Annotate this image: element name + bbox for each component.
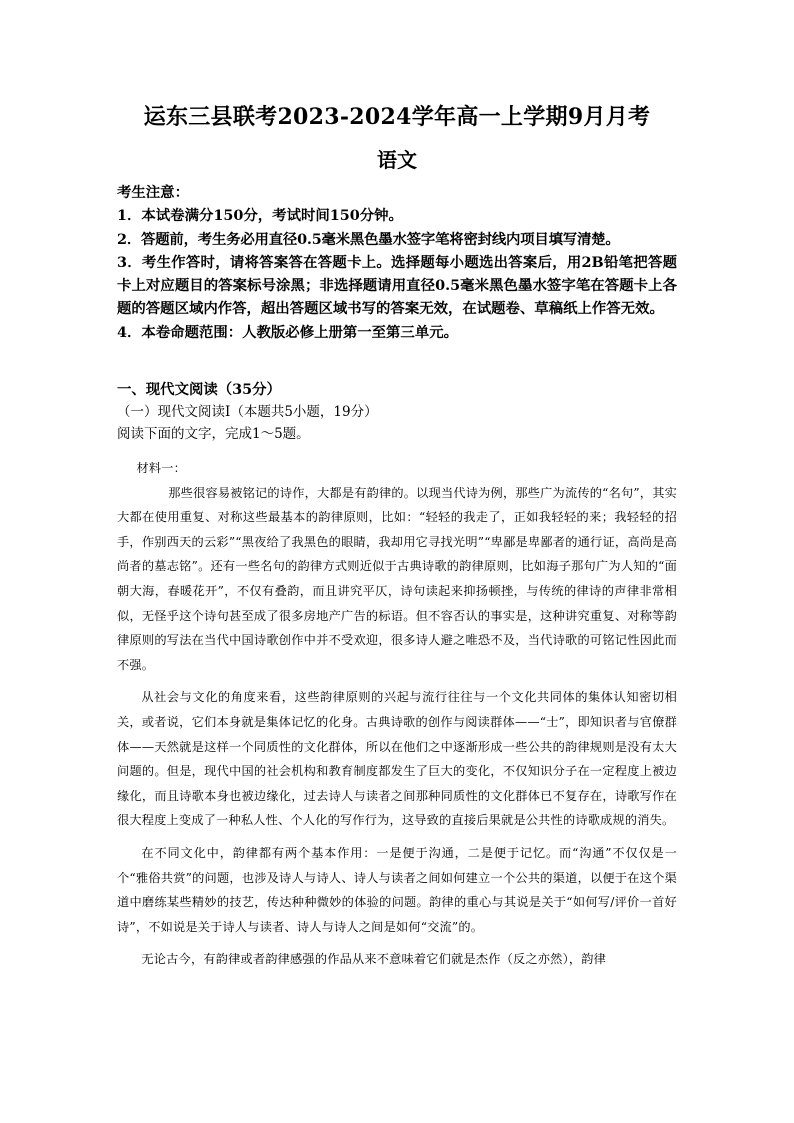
material-paragraph: 从社会与文化的角度来看，这些韵律原则的兴起与流行往往与一个文化共同体的集体认知密切相关，或者说，它们本身就是集体记忆的化身。古典诗歌的创作与阅读群体——“士”，即知识者与官僚群体——天然就是这样一个同质性的文化群体，所以在他们之中逐渐形成一些公共的韵律规则是没有太大问题的。但是，现代中国的社会机构和教育制度都发生了巨大的变化，不仅知识分子在一定程度上被边缘化，而且诗歌本身也被边缘化，过去诗人与读者之间那种同质性的文化群体已不复存在，诗歌写作在很大程度上变成了一种私人性、个人化的写作行为，这导致的直接后果就是公共性的诗歌成规的消失。 xyxy=(117,690,677,828)
reading-material xyxy=(117,456,677,972)
subject-title: 语文 xyxy=(377,148,417,172)
notice-item: 3．考生作答时，请将答案答在答题卡上。选择题每小题选出答案后，用2B铅笔把答题卡上对应题目的答案标号涂黑；非选择题请用直径0.5毫米黑色墨水签字笔在答题卡上各题的答题区域内作答，超出答题区域书写的答案无效，在试题卷、草稿纸上作答无效。 xyxy=(117,253,677,318)
notice-item: 2．答题前，考生务必用直径0.5毫米黑色墨水签字笔将密封线内项目填写清楚。 xyxy=(117,230,620,248)
notice-item: 4．本卷命题范围：人教版必修上册第一至第三单元。 xyxy=(117,323,458,341)
section-subheading: （一）现代文阅读Ⅰ（本题共5小题，19分） xyxy=(117,404,378,420)
material-paragraph: 在不同文化中，韵律都有两个基本作用：一是便于沟通，二是便于记忆。而“沟通”不仅仅是一个“雅俗共赏”的问题，也涉及诗人与诗人、诗人与读者之间如何建立一个公共的渠道，以便于在这个渠道中磨练某些精妙的技艺，传达种种微妙的体验的问题。韵律的重心与其说是关于“如何写/评价一首好诗”，不如说是关于诗人与读者、诗人与诗人之间是如何“交流”的。 xyxy=(117,845,677,934)
notice-item: 1．本试卷满分150分，考试时间150分钟。 xyxy=(117,207,403,225)
material-paragraph: 无论古今，有韵律或者韵律感强的作品从来不意味着它们就是杰作（反之亦然），韵律 xyxy=(141,952,607,967)
section-header xyxy=(117,379,677,445)
material-label: 材料一： xyxy=(136,461,187,475)
exam-title: 运东三县联考2023-2024学年高一上学期9月月考 xyxy=(143,104,651,130)
material-paragraph: 那些很容易被铭记的诗作，大都是有韵律的。以现当代诗为例，那些广为流传的“名句”，其实大都在使用重复、对称这些最基本的韵律原则，比如：“轻轻的我走了，正如我轻轻的来；我轻轻的招手，作别西天的云彩”“黑夜给了我黑色的眼睛，我却用它寻找光明”“卑鄙是卑鄙者的通行证，高尚是高尚者的墓志铭”。还有一些名句的韵律方式则近似于古典诗歌的韵律原则，比如海子那句广为人知的“面朝大海，春暖花开”，不仅有叠韵，而且讲究平仄，诗句读起来抑扬顿挫，与传统的律诗的声律非常相似，无怪乎这个诗句甚至成了很多房地产广告的标语。但不容否认的事实是，这种讲究重复、对称等韵律原则的写法在当代中国诗歌创作中并不受欢迎，很多诗人避之唯恐不及，当代诗歌的可铭记性因此而不强。 xyxy=(117,485,677,672)
section-heading: 一、现代文阅读（35分） xyxy=(117,381,281,398)
candidate-notice xyxy=(117,181,677,344)
section-instruction: 阅读下面的文字，完成1～5题。 xyxy=(117,426,310,442)
notice-heading: 考生注意： xyxy=(117,184,189,201)
